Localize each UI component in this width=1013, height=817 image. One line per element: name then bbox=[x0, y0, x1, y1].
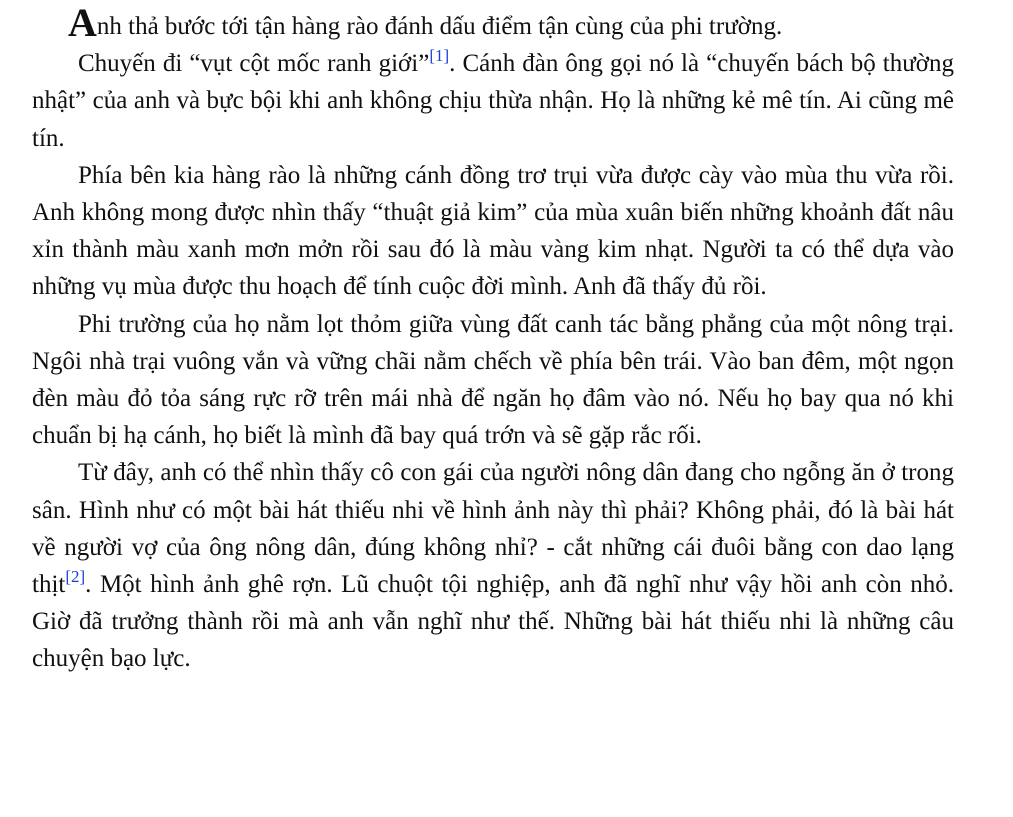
paragraph-4: Phi trường của họ nằm lọt thỏm giữa vùng đất canh tác bằng phẳng của một nông trại. Ngôi nhà trại vuông vắn và vững chãi nằm chếch về phía bên trái. Vào ban đêm, một ngọn đèn màu đỏ tỏa sáng rực rỡ trên mái nhà để ngăn họ đâm vào nó. Nếu họ bay qua nó khi chuẩn bị hạ cánh, họ biết là mình đã bay quá trớn và sẽ gặp rắc rối. bbox=[32, 310, 954, 450]
paragraph-2-text-before: Chuyến đi “vụt cột mốc ranh giới” bbox=[78, 50, 430, 78]
drop-cap: A bbox=[68, 0, 97, 45]
paragraph-2-text-after: . Cánh đàn ông gọi nó là “chuyến bách bộ thường nhật” của anh và bực bội khi anh không chịu thừa nhận. Họ là những kẻ mê tín. Ai cũng mê tín. bbox=[32, 50, 954, 152]
footnote-link-2[interactable]: [2] bbox=[65, 567, 86, 587]
footnote-link-1[interactable]: [1] bbox=[429, 46, 450, 66]
paragraph-5-text-before: Từ đây, anh có thể nhìn thấy cô con gái của người nông dân đang cho ngỗng ăn ở trong sân. Hình như có một bài hát thiếu nhi về hình ảnh này thì phải? Không phải, đó là bài hát về người vợ của ông nông dân, đúng không nhỉ? - cắt những cái đuôi bằng con dao lạng thịt bbox=[32, 459, 954, 599]
document-page bbox=[32, 0, 954, 678]
paragraph-3: Phía bên kia hàng rào là những cánh đồng trơ trụi vừa được cày vào mùa thu vừa rồi. Anh không mong được nhìn thấy “thuật giả kim” của mùa xuân biến những khoảnh đất nâu xỉn thành màu xanh mơn mởn rồi sau đó là màu vàng kim nhạt. Người ta có thể dựa vào những vụ mùa được thu hoạch để tính cuộc đời mình. Anh đã thấy đủ rồi. bbox=[32, 161, 954, 301]
paragraph-5-text-after: . Một hình ảnh ghê rợn. Lũ chuột tội nghiệp, anh đã nghĩ như vậy hồi anh còn nhỏ. Giờ đã trưởng thành rồi mà anh vẫn nghĩ như thế. Những bài hát thiếu nhi là những câu chuyện bạo lực. bbox=[32, 571, 954, 673]
paragraph-1-text: nh thả bước tới tận hàng rào đánh dấu điểm tận cùng của phi trường. bbox=[96, 13, 783, 40]
paragraph-1 bbox=[32, 0, 954, 45]
paragraph-2 bbox=[32, 45, 954, 157]
paragraph-5 bbox=[32, 454, 954, 677]
